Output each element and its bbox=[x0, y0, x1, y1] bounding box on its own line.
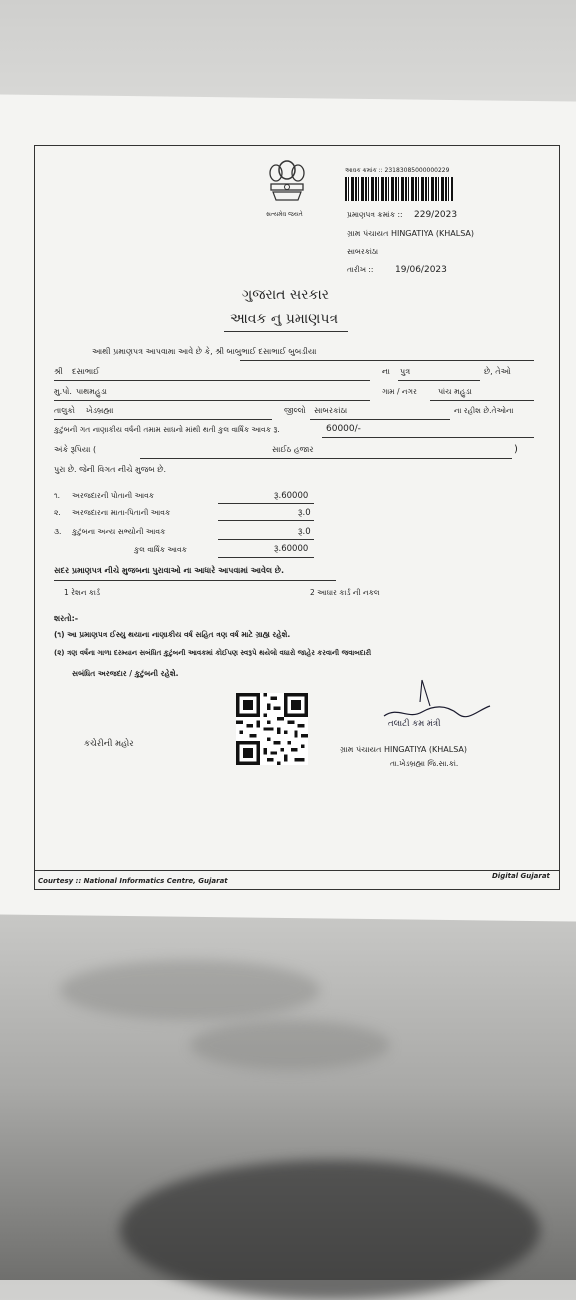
condition-2b: સબંધિત અરજદાર / કુટુંબની રહેશે. bbox=[72, 669, 179, 678]
title-underline bbox=[224, 331, 348, 332]
cert-no-label: પ્રમાણપત્ર ક્રમાંક :: bbox=[347, 210, 403, 219]
courtesy-text: Courtesy :: National Informatics Centre, Gujarat bbox=[38, 877, 228, 885]
breakdown-number: ૧. bbox=[54, 491, 61, 500]
issue-date: 19/06/2023 bbox=[395, 265, 447, 275]
close-paren: ) bbox=[514, 444, 518, 455]
father-name: દસાભાઈ bbox=[72, 367, 100, 376]
income-underline bbox=[322, 437, 534, 438]
condition-1: (૧) આ પ્રમાણપત્ર ઈસ્યુ થયાના નાણાકીય વર્ષ સહિત ત્રણ વર્ષ માટે ગ્રાહ્ય રહેશે. bbox=[54, 630, 291, 639]
date-label: તારીખ :: bbox=[347, 265, 374, 274]
barcode-number: આવક ક્રમાંક :: 23183085000000229 bbox=[345, 167, 450, 174]
background-shadow bbox=[190, 1020, 390, 1070]
words-underline bbox=[140, 458, 512, 459]
father-underline bbox=[54, 380, 370, 381]
name-underline bbox=[240, 360, 534, 361]
background-shadow bbox=[60, 960, 320, 1020]
office-stamp-label: કચેરીની મહોર bbox=[84, 739, 134, 749]
doc-ration-card: 1 રેશન કાર્ડ bbox=[64, 588, 101, 597]
conditions-heading: શરતો:- bbox=[54, 614, 79, 623]
total-underline bbox=[218, 557, 314, 558]
taluko-underline bbox=[54, 419, 272, 420]
taluko: ખેડબ્રહ્મા bbox=[86, 406, 114, 415]
signatory-handwritten: તલાટી કમ મંત્રી bbox=[388, 719, 441, 729]
taluko-label: તાલુકો bbox=[54, 406, 75, 415]
title-government: ગુજરાત સરકાર bbox=[242, 287, 329, 303]
gam-underline bbox=[430, 400, 534, 401]
gam-nagar-label: ગામ / નગર bbox=[382, 387, 417, 396]
signatory-title: ગ્રામ પંચાયત HINGATIYA (KHALSA) bbox=[340, 745, 468, 754]
cert-no: 229/2023 bbox=[414, 210, 458, 220]
income-value: 60000/- bbox=[326, 424, 361, 434]
breakdown-label: અરજદારની પોતાની આવક bbox=[72, 491, 155, 500]
village: પાથમહુડા bbox=[76, 387, 107, 396]
breakdown-number: ૨. bbox=[54, 508, 61, 517]
footer-divider bbox=[34, 870, 560, 871]
emblem-caption: સત્યમેવ જયતે bbox=[266, 211, 303, 218]
total-value: રૂ.60000 bbox=[274, 544, 309, 554]
jillo: સાબરકાંઠા bbox=[314, 406, 348, 415]
docs-heading: સદર પ્રમાણપત્ર નીચે મુજબના પુરાવાઓ ના આધારે આપવામાં આવેલ છે. bbox=[54, 566, 284, 575]
village-underline bbox=[54, 400, 370, 401]
income-line: કુટુંબની ગત નાણાકીય વર્ષની તમામ સાધનો માંથી થતી કુલ વાર્ષિક આવક રૂ. bbox=[54, 425, 280, 434]
mupo-label: મુ.પો. bbox=[54, 387, 72, 396]
qr-code bbox=[236, 693, 308, 765]
breakdown-number: ૩. bbox=[54, 527, 62, 536]
jillo-label: જીલ્લો bbox=[284, 406, 306, 415]
jillo-underline bbox=[310, 419, 450, 420]
breakdown-value: રૂ.0 bbox=[298, 527, 311, 537]
breakdown-label: અરજદારના માતા-પિતાની આવક bbox=[72, 508, 171, 517]
rahish-label: ના રહીશ છે.તેઓના bbox=[454, 406, 514, 415]
shri-label: શ્રી bbox=[54, 367, 63, 376]
breakdown-underline bbox=[218, 520, 314, 521]
signatory-place: તા.ખેડબ્રહ્મા જિ.સા.કાં. bbox=[390, 759, 459, 768]
condition-2a: (૨) ત્રણ વર્ષના ગાળા દરમ્યાન સબંધિત કુટુંબની આવકમાં કોઈપણ સ્વરૂપે થયેલો વધારો જાહેર કરવાની જવાબદારી bbox=[54, 649, 372, 657]
doc-aadhaar-card: 2 આધાર કાર્ડ ની નકલ bbox=[310, 588, 380, 597]
docs-underline bbox=[54, 580, 336, 581]
barcode bbox=[345, 177, 453, 201]
chhe-teo-label: છે, તેઓ bbox=[484, 367, 511, 376]
title-certificate: આવક નુ પ્રમાણપત્ર bbox=[230, 311, 339, 327]
relation-underline bbox=[398, 380, 480, 381]
total-label: કુલ વાર્ષિક આવક bbox=[134, 545, 187, 554]
words-label: અંકે રૂપિયા ( bbox=[54, 445, 97, 454]
background-shadow bbox=[120, 1160, 540, 1300]
panchayat-name: ગ્રામ પંચાયત HINGATIYA (KHALSA) bbox=[347, 229, 475, 238]
intro-text: આથી પ્રમાણપત્ર આપવામા આવે છે કે, શ્રી બાબુભાઈ દસાભાઈ બુબડીયા bbox=[92, 347, 317, 356]
breakdown-underline bbox=[218, 539, 314, 540]
na-label: ના bbox=[382, 367, 390, 376]
breakdown-underline bbox=[218, 503, 314, 504]
breakdown-label: કુટુંબના અન્ય સભ્યોની આવક bbox=[72, 527, 166, 536]
gam-value: પાંચ મહુડા bbox=[438, 387, 472, 396]
breakdown-value: રૂ.0 bbox=[298, 508, 311, 518]
state-emblem-icon bbox=[262, 156, 312, 216]
district-name: સાબરકાંઠા bbox=[347, 247, 379, 256]
brand-text: Digital Gujarat bbox=[492, 872, 550, 880]
detail-text: પુરા છે. જેની વિગત નીચે મુજબ છે. bbox=[54, 465, 167, 474]
relation: પુત્ર bbox=[400, 367, 411, 376]
words-value: સાઈઠ હજાર bbox=[272, 445, 314, 454]
breakdown-value: રૂ.60000 bbox=[274, 491, 309, 501]
